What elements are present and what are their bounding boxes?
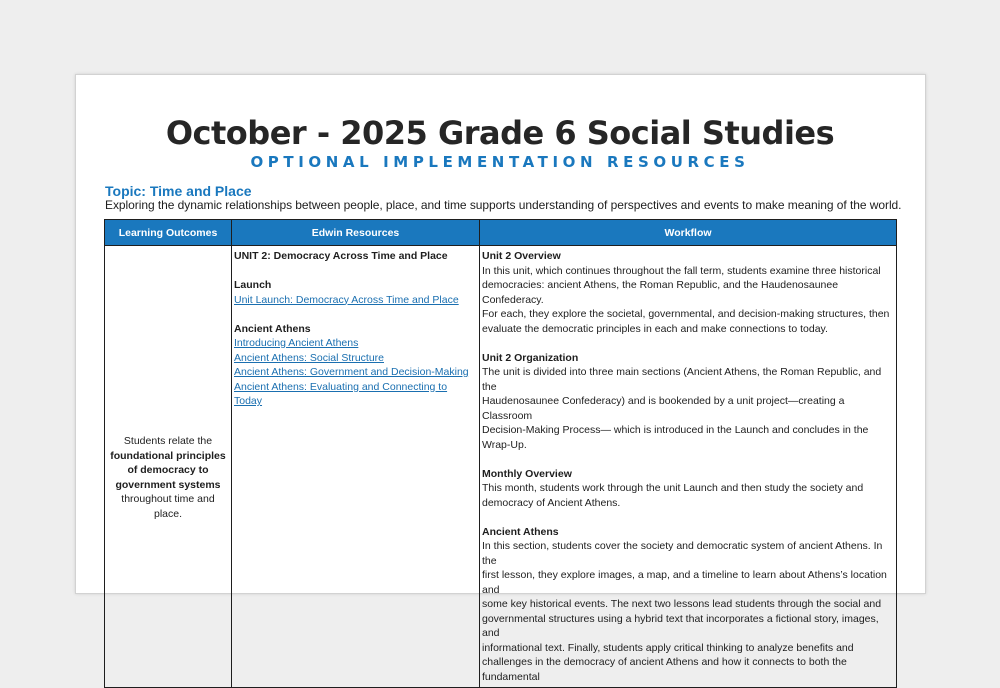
header-learning-outcomes: Learning Outcomes	[105, 220, 232, 246]
document-subtitle: OPTIONAL IMPLEMENTATION RESOURCES	[250, 153, 750, 171]
link-introducing-athens[interactable]: Introducing Ancient Athens	[234, 337, 359, 349]
outcome-text-pre: Students relate the	[123, 435, 213, 447]
workflow-heading-monthly: Monthly Overview	[482, 467, 572, 480]
topic-heading: Topic: Time and Place	[105, 183, 252, 199]
edwin-resources-cell	[232, 246, 480, 688]
header-edwin-resources: Edwin Resources	[232, 220, 480, 246]
link-unit-launch[interactable]: Unit Launch: Democracy Across Time and Place	[234, 293, 459, 306]
workflow-line: The unit is divided into three main sections (Ancient Athens, the Roman Republic, and the	[482, 366, 882, 393]
workflow-heading-organization: Unit 2 Organization	[482, 351, 579, 364]
workflow-line: Decision-Making Process— which is introduced in the Launch and concludes in the Wrap-Up.	[482, 424, 869, 451]
outcome-text-bold: foundational principles of democracy to government systems	[110, 449, 226, 491]
workflow-line: challenges in the democracy of ancient Athens and how it connects to both the fundamental	[482, 656, 847, 683]
workflow-line: first lesson, they explore images, a map, and a timeline to learn about Athens’s location and	[482, 569, 887, 596]
link-athens-evaluating[interactable]: Ancient Athens: Evaluating and Connecting to Today	[234, 380, 448, 407]
workflow-line: In this section, students cover the society and democratic system of ancient Athens. In the	[482, 540, 883, 567]
outcome-text-post: throughout time and place.	[121, 493, 215, 520]
workflow-heading-athens: Ancient Athens	[482, 525, 559, 538]
athens-heading: Ancient Athens	[234, 322, 311, 335]
workflow-line: governmental structures using a hybrid text that incorporates a fictional story, images, and	[482, 612, 879, 639]
workflow-line: This month, students work through the unit Launch and then study the society and	[482, 482, 864, 494]
link-athens-social-structure[interactable]: Ancient Athens: Social Structure	[234, 351, 384, 364]
workflow-heading-overview: Unit 2 Overview	[482, 250, 561, 262]
link-athens-government[interactable]: Ancient Athens: Government and Decision-Making	[234, 366, 469, 378]
unit-title: UNIT 2: Democracy Across Time and Place	[234, 250, 448, 262]
workflow-line: informational text. Finally, students apply critical thinking to analyze benefits and	[482, 641, 854, 654]
workflow-line: evaluate the democratic principles in each and make connections to today.	[482, 322, 828, 335]
workflow-line: Haudenosaunee Confederacy) and is bookended by a unit project—creating a Classroom	[482, 395, 845, 422]
learning-outcome-cell	[105, 246, 232, 688]
resources-table	[104, 219, 897, 688]
topic-description: Exploring the dynamic relationships between people, place, and time supports understanding of perspectives and events to make meaning of the world.	[105, 198, 902, 212]
table-row	[105, 246, 897, 688]
header-workflow: Workflow	[480, 220, 897, 246]
workflow-line: some key historical events. The next two lessons lead students through the social and	[482, 598, 882, 610]
workflow-line: For each, they explore the societal, governmental, and decision-making structures, then	[482, 308, 890, 320]
document-title: October - 2025 Grade 6 Social Studies	[165, 114, 835, 152]
launch-heading: Launch	[234, 279, 272, 291]
workflow-line: In this unit, which continues throughout the fall term, students examine three historical	[482, 264, 881, 277]
workflow-line: democracy of Ancient Athens.	[482, 496, 621, 509]
workflow-cell	[480, 246, 897, 688]
workflow-line: democracies: ancient Athens, the Roman Republic, and the Haudenosaunee Confederacy.	[482, 279, 839, 306]
table-header-row	[105, 220, 897, 246]
